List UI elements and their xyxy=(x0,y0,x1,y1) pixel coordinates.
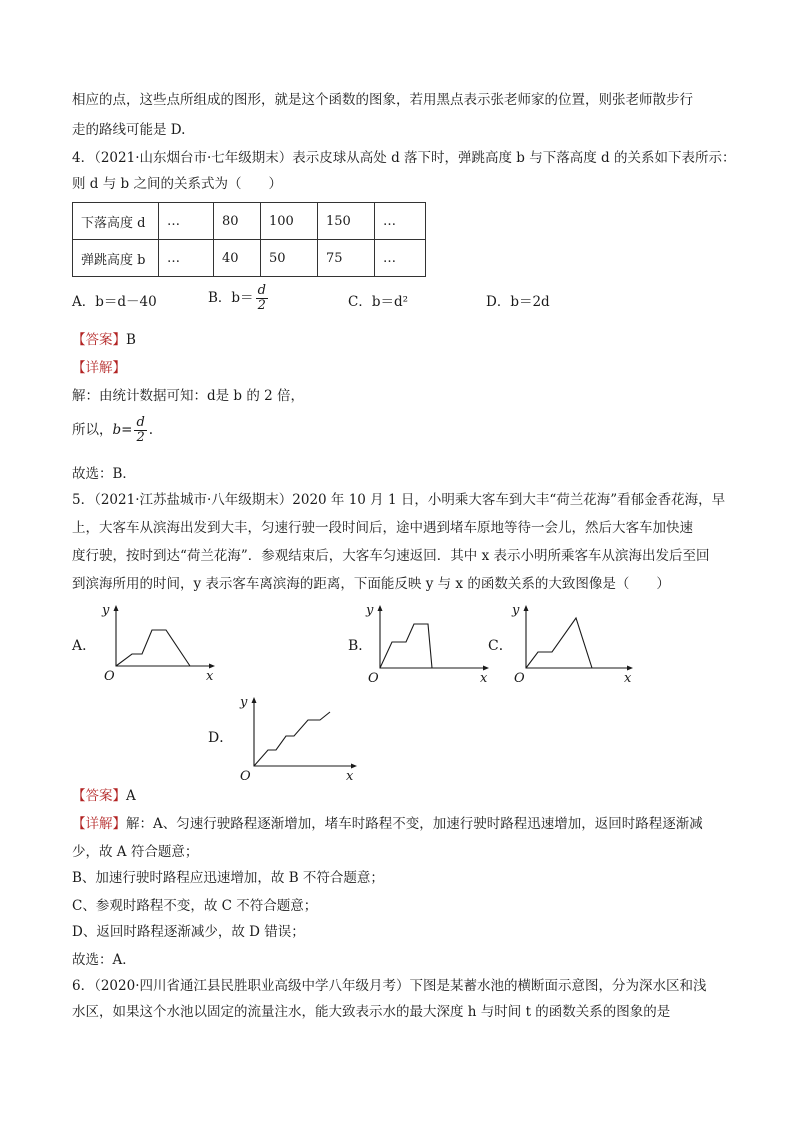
table-cell: 弹跳高度 b xyxy=(73,240,159,277)
graph-c-label: C． xyxy=(488,638,513,654)
graph-d-axes xyxy=(254,702,352,766)
q6-stem-line-2: 水区，如果这个水池以固定的流量注水，能大致表示水的最大深度 h 与时间 t 的函数关系的图象的是 xyxy=(72,1004,671,1020)
graph-c-x-label: x xyxy=(624,671,632,686)
fraction-numerator: d xyxy=(136,415,145,430)
graph-b-origin-label: O xyxy=(368,671,379,686)
table-cell: 50 xyxy=(261,240,318,277)
q4-option-c: C．b＝d² xyxy=(348,294,409,310)
table-cell: … xyxy=(159,203,214,240)
variable-b: b xyxy=(112,422,122,438)
graph-d-origin-label: O xyxy=(240,769,251,784)
q4-stem-line-1: 4．（2021·山东烟台市·七年级期末）表示皮球从高处 d 落下时，弹跳高度 b 与下落高度 d 的关系如下表所示： xyxy=(72,150,736,166)
q5-stem-line-1: 5．（2021·江苏盐城市·八年级期末）2020 年 10 月 1 日，小明乘大客车到大丰“荷兰花海”看郁金香花海，早 xyxy=(72,492,726,508)
q4-answer xyxy=(72,330,136,350)
q5-solution-line-2: 少，故 A 符合题意； xyxy=(72,844,199,860)
fraction-denominator: 2 xyxy=(257,298,266,313)
q5-solution-line-4: C、参观时路程不变，故 C 不符合题意； xyxy=(72,898,318,914)
graph-a xyxy=(96,602,216,684)
graph-a-x-label: x xyxy=(206,669,214,684)
q4-solution-line-2 xyxy=(72,416,153,445)
fraction xyxy=(134,416,146,445)
q4-option-b xyxy=(208,284,270,313)
graph-a-origin-label: O xyxy=(104,669,115,684)
table-cell: … xyxy=(375,240,426,277)
graph-a-curve xyxy=(116,630,190,666)
q6-stem-line-1: 6．（2020·四川省通江县民胜职业高级中学八年级月考）下图是某蓄水池的横断面示意图，分为深水区和浅 xyxy=(72,978,707,994)
graph-d-y-label: y xyxy=(240,695,248,710)
q5-stem-line-2: 上，大客车从滨海出发到大丰，匀速行驶一段时间后，途中遇到堵车原地等待一会儿，然后大客车加快速 xyxy=(72,520,693,536)
q5-solution-line-1 xyxy=(72,814,703,834)
graph-a-arrows xyxy=(114,605,216,669)
intro-line-2: 走的路线可能是 D. xyxy=(72,122,186,138)
graph-b-axes xyxy=(380,610,484,668)
graph-b-arrows xyxy=(378,605,490,671)
q5-stem-line-3: 度行驶，按时到达“荷兰花海”．参观结束后，大客车匀速返回．其中 x 表示小明所乘客车从滨海出发后至回 xyxy=(72,548,710,564)
intro-line-1: 相应的点，这些点所组成的图形，就是这个函数的图象，若用黑点表示张老师家的位置，则张老师散步行 xyxy=(72,92,693,108)
graph-d-curve xyxy=(254,712,330,766)
graph-d-x-label: x xyxy=(346,769,354,784)
q4-option-d: D．b＝2d xyxy=(486,294,550,310)
q5-solution-line-5: D、返回时路程逐渐减少，故 D 错误； xyxy=(72,924,305,940)
graph-d-arrows xyxy=(252,697,358,769)
table-cell: 下落高度 d xyxy=(73,203,159,240)
solution-text: 解：A、匀速行驶路程逐渐增加，堵车时路程不变，加速行驶时路程迅速增加，返回时路程逐渐减 xyxy=(126,816,703,832)
table-cell: 150 xyxy=(318,203,375,240)
graph-c-origin-label: O xyxy=(514,671,525,686)
table-cell: 100 xyxy=(261,203,318,240)
graph-a-y-label: y xyxy=(102,603,110,618)
answer-label: 【答案】 xyxy=(72,332,126,348)
fraction-denominator: 2 xyxy=(136,430,145,445)
q4-option-a: A．b＝d－40 xyxy=(72,294,157,310)
table-cell: 75 xyxy=(318,240,375,277)
answer-value: A xyxy=(126,788,136,804)
q4-stem-line-2: 则 d 与 b 之间的关系式为（ ） xyxy=(72,176,282,192)
q4-solution-line-3: 故选：B． xyxy=(72,466,136,482)
q4-data-table xyxy=(72,202,426,277)
graph-a-axes xyxy=(116,610,210,666)
table-row xyxy=(73,203,426,240)
q5-answer xyxy=(72,786,136,806)
graph-c-arrows xyxy=(524,605,634,671)
q4-solution-line-1: 解：由统计数据可知：d是 b 的 2 倍， xyxy=(72,388,305,404)
graph-c xyxy=(512,602,636,686)
table-row xyxy=(73,240,426,277)
table-cell: 80 xyxy=(214,203,261,240)
period: . xyxy=(148,422,154,438)
graph-d xyxy=(232,694,358,786)
graph-b xyxy=(366,602,492,686)
q5-solution-line-6: 故选：A． xyxy=(72,952,136,968)
graph-a-label: A． xyxy=(72,638,97,654)
graph-b-y-label: y xyxy=(366,603,374,618)
q5-stem-line-4: 到滨海所用的时间，y 表示客车离滨海的距离，下面能反映 y 与 x 的函数关系的大致图像是（ ） xyxy=(72,576,670,592)
graph-b-label: B． xyxy=(348,638,373,654)
graph-b-curve xyxy=(380,624,432,668)
table-cell: … xyxy=(375,203,426,240)
detail-label: 【详解】 xyxy=(72,816,126,832)
fraction-numerator: d xyxy=(257,283,266,298)
graph-c-y-label: y xyxy=(512,603,520,618)
answer-value: B xyxy=(126,332,136,348)
equals-sign: = xyxy=(121,422,133,438)
answer-label: 【答案】 xyxy=(72,788,126,804)
fraction xyxy=(256,284,268,313)
graph-d-label: D． xyxy=(208,730,234,746)
q4-option-b-prefix: B．b＝ xyxy=(208,290,254,306)
table-cell: 40 xyxy=(214,240,261,277)
table-cell: … xyxy=(159,240,214,277)
graph-b-x-label: x xyxy=(480,671,488,686)
graph-c-axes xyxy=(526,610,628,668)
solution-prefix: 所以， xyxy=(72,422,113,438)
q5-solution-line-3: B、加速行驶时路程应迅速增加，故 B 不符合题意； xyxy=(72,870,384,886)
graph-c-curve xyxy=(526,618,592,668)
q4-detail-label: 【详解】 xyxy=(72,360,126,376)
